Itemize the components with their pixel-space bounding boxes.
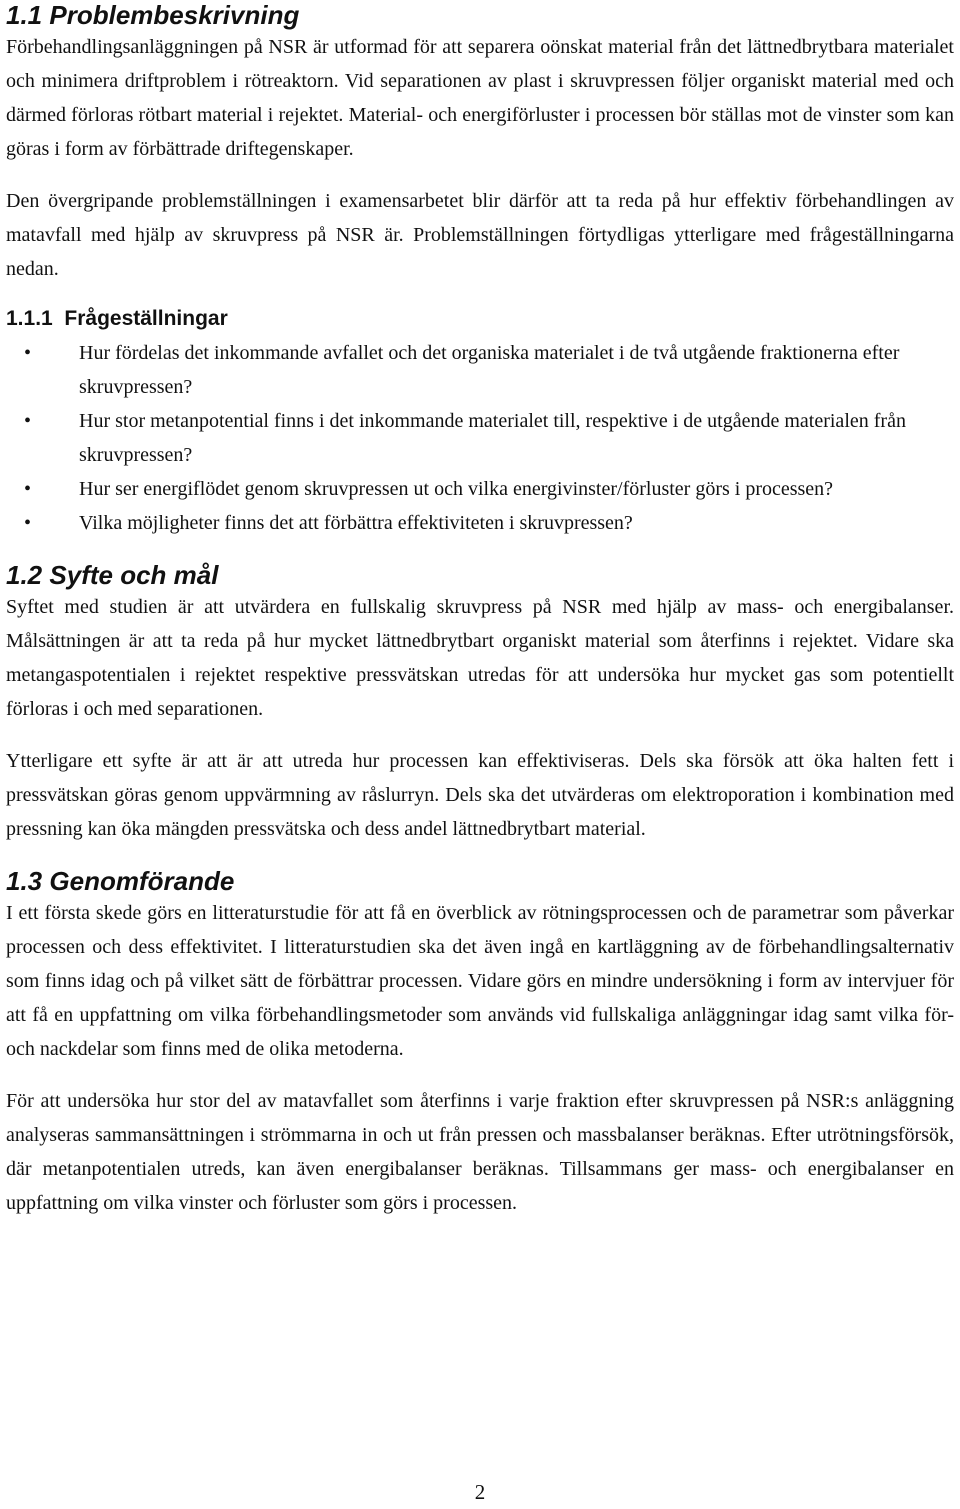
heading-syfte-och-mal: [6, 560, 954, 590]
paragraph-syfte-1: Syftet med studien är att utvärdera en fullskalig skruvpress på NSR med hjälp av mass- och energibalanser. Målsättningen är att ta reda på hur mycket lättnedbrytbart organiskt material som återfinns i rejektet. Vidare ska metangaspotentialen i rejektet respektive pressvätskan utredas för att undersöka hur mycket gas som potentiellt förloras i och med separationen.: [6, 596, 954, 720]
heading-title: Frågeställningar: [64, 307, 228, 330]
heading-title: Problembeskrivning: [49, 0, 300, 30]
paragraph-problem-1: Förbehandlingsanläggningen på NSR är utformad för att separera oönskat material från det lättnedbrytbara materialet och minimera driftproblem i rötreaktorn. Vid separationen av plast i skruvpressen följer organiskt material med och därmed förloras rötbart material i rejektet. Material- och energiförluster i processen bör ställas mot de vinster som kan göras i form av förbättrade driftegenskaper.: [6, 36, 954, 160]
heading-genomforande: [6, 866, 954, 896]
heading-number: 1.3: [6, 866, 43, 896]
list-item: [6, 336, 954, 404]
list-item: [6, 404, 954, 472]
question-list: [6, 336, 954, 540]
heading-title: Syfte och mål: [49, 560, 219, 590]
paragraph-genomforande-2: För att undersöka hur stor del av matavfallet som återfinns i varje fraktion efter skruvpressen på NSR:s anläggning analyseras sammansättningen i strömmarna in och ut från pressen och massbalanser beräknas. Efter utrötningsförsök, där metanpotentialen utreds, kan även energibalanser beräknas. Tillsammans ger mass- och energibalanser en uppfattning om vilka vinster och förluster som görs i processen.: [6, 1090, 954, 1214]
page-number: 2: [474, 1480, 486, 1504]
paragraph-syfte-2: Ytterligare ett syfte är att är att utreda hur processen kan effektiviseras. Dels ska försök att öka halten fett i pressvätskan göras genom uppvärmning av råslurryn. Dels ska det utvärderas om elektroporation i kombination med pressning kan öka mängden pressvätska och dess andel lättnedbrytbart material.: [6, 750, 954, 840]
list-item-text: Vilka möjligheter finns det att förbättra effektiviteten i skruvpressen?: [79, 512, 633, 534]
heading-problembeskrivning: [6, 0, 954, 30]
heading-fragestallningar: [6, 306, 954, 332]
heading-number: 1.2: [6, 560, 43, 590]
heading-number: 1.1: [6, 0, 43, 30]
bullet-icon: •: [24, 410, 32, 432]
list-item: [6, 506, 954, 540]
document-page: [6, 0, 954, 1220]
heading-number: 1.1.1: [6, 307, 53, 330]
bullet-icon: •: [24, 342, 32, 364]
list-item-text: Hur stor metanpotential finns i det inkommande materialet till, respektive i de utgående materialen från skruvpressen?: [79, 410, 906, 466]
list-item-text: Hur fördelas det inkommande avfallet och det organiska materialet i de två utgående fraktionerna efter skruvpressen?: [79, 342, 900, 398]
bullet-icon: •: [24, 478, 32, 500]
paragraph-problem-2: Den övergripande problemställningen i examensarbetet blir därför att ta reda på hur effektiv förbehandlingen av matavfall med hjälp av skruvpress på NSR är. Problemställningen förtydligas ytterligare med frågeställningarna nedan.: [6, 190, 954, 280]
paragraph-genomforande-1: I ett första skede görs en litteraturstudie för att få en överblick av rötningsprocessen och de parametrar som påverkar processen och dess effektivitet. I litteraturstudien ska det även ingå en kartläggning av de förbehandlingsalternativ som finns idag och på vilket sätt de förbättrar processen. Vidare görs en mindre undersökning i form av intervjuer för att få en uppfattning om vilka förbehandlingsmetoder som används vid fullskaliga anläggningar idag samt vilka för- och nackdelar som finns med de olika metoderna.: [6, 902, 954, 1060]
list-item: [6, 472, 954, 506]
list-item-text: Hur ser energiflödet genom skruvpressen ut och vilka energivinster/förluster görs i processen?: [79, 478, 834, 500]
bullet-icon: •: [24, 512, 32, 534]
heading-title: Genomförande: [49, 866, 235, 896]
